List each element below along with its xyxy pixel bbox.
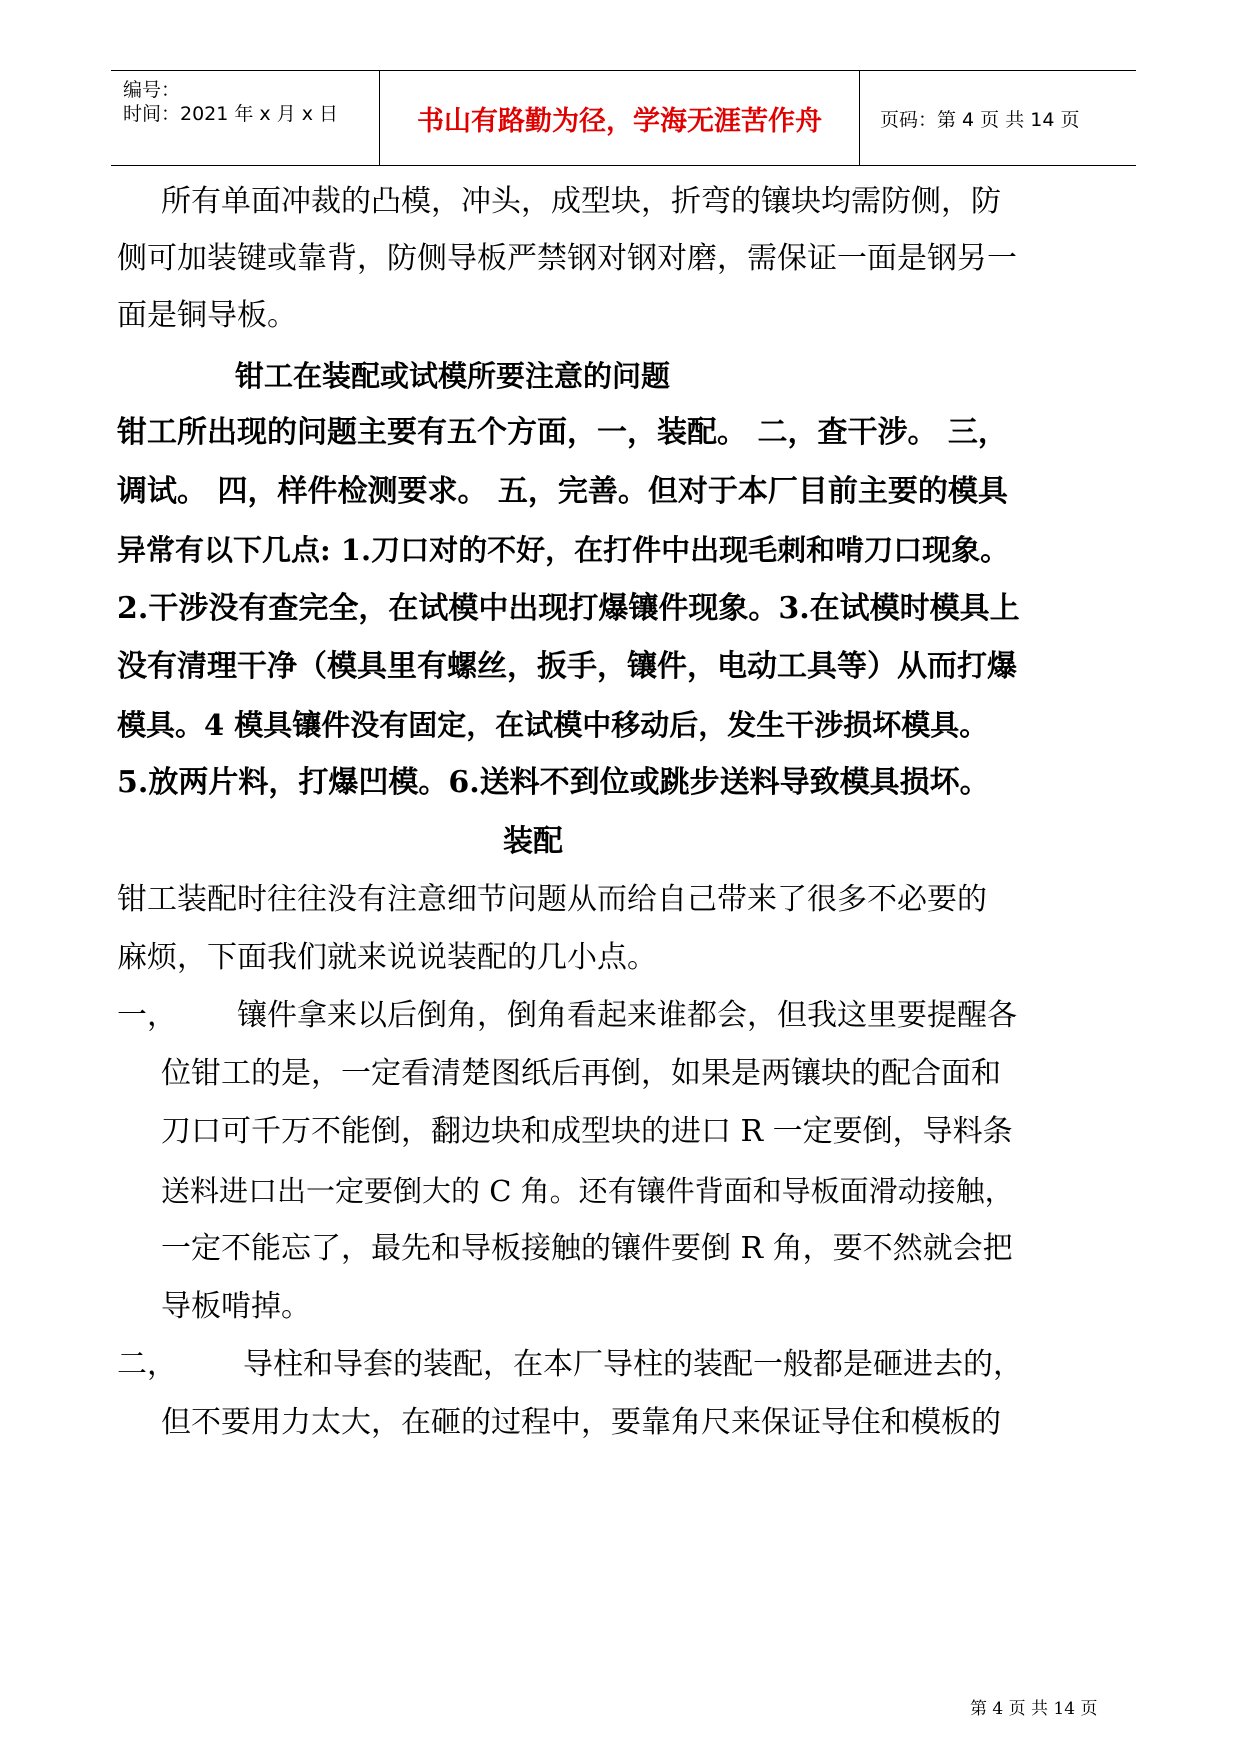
section-heading: 钳工在装配或试模所要注意的问题 [235,359,671,393]
section-heading-assembly: 装配 [503,824,563,859]
item1-line: 位钳工的是，一定看清楚图纸后再倒，如果是两镶块的配合面和 [161,1056,1001,1091]
time-label: 时间：2021 年 x 月 x 日 [123,103,339,125]
header-page-cell [860,71,1136,165]
bold-para-line: 异常有以下几点: 1.刀口对的不好，在打件中出现毛刺和啃刀口现象。 [117,533,1010,567]
header-motto-cell [379,71,860,165]
bold-para-line: 2.干涉没有查完全，在试模中出现打爆镶件现象。3.在试模时模具上 [117,591,1020,626]
serial-label: 编号： [123,79,181,101]
bold-para-line: 钳工所出现的问题主要有五个方面，一，装配。 二，查干涉。 三， [117,415,1008,450]
page-label: 页码：第 4 页 共 14 页 [880,109,1080,131]
bold-para-line: 调试。 四，样件检测要求。 五，完善。但对于本厂目前主要的模具 [117,474,1008,509]
item2-line: 但不要用力太大，在砸的过程中，要靠角尺来保证导住和模板的 [161,1405,1001,1440]
para1-line: 所有单面冲裁的凸模，冲头，成型块，折弯的镶块均需防侧，防 [161,184,1001,219]
item1-line: 一定不能忘了，最先和导板接触的镶件要倒 R 角，要不然就会把 [161,1231,1013,1266]
motto: 书山有路勤为径，学海无涯苦作舟 [417,106,822,137]
item1-line: 刀口可千万不能倒，翻边块和成型块的进口 R 一定要倒，导料条 [161,1114,1013,1149]
item2-marker: 二， [117,1347,177,1382]
item1-line: 镶件拿来以后倒角，倒角看起来谁都会，但我这里要提醒各 [237,998,1017,1033]
bold-para-line: 模具。4 模具镶件没有固定，在试模中移动后，发生干涉损坏模具。 [117,708,989,742]
item1-line: 导板啃掉。 [161,1289,311,1324]
para1-line: 面是铜导板。 [117,298,297,333]
item1-marker: 一， [117,998,177,1033]
intro-line: 钳工装配时往往没有注意细节问题从而给自己带来了很多不必要的 [117,882,987,917]
header-left-cell [111,71,379,165]
item2-line: 导柱和导套的装配，在本厂导柱的装配一般都是砸进去的， [243,1347,1023,1382]
bold-para-line: 5.放两片料，打爆凹模。6.送料不到位或跳步送料导致模具损坏。 [117,765,990,800]
page-footer: 第 4 页 共 14 页 [970,1699,1098,1719]
intro-line: 麻烦，下面我们就来说说装配的几小点。 [117,940,657,975]
item1-line: 送料进口出一定要倒大的 C 角。还有镶件背面和导板面滑动接触， [161,1174,1014,1208]
bold-para-line: 没有清理干净（模具里有螺丝，扳手，镶件，电动工具等）从而打爆 [117,649,1017,684]
header-table [111,70,1136,166]
para1-line: 侧可加装键或靠背，防侧导板严禁钢对钢对磨，需保证一面是钢另一 [117,241,1017,276]
